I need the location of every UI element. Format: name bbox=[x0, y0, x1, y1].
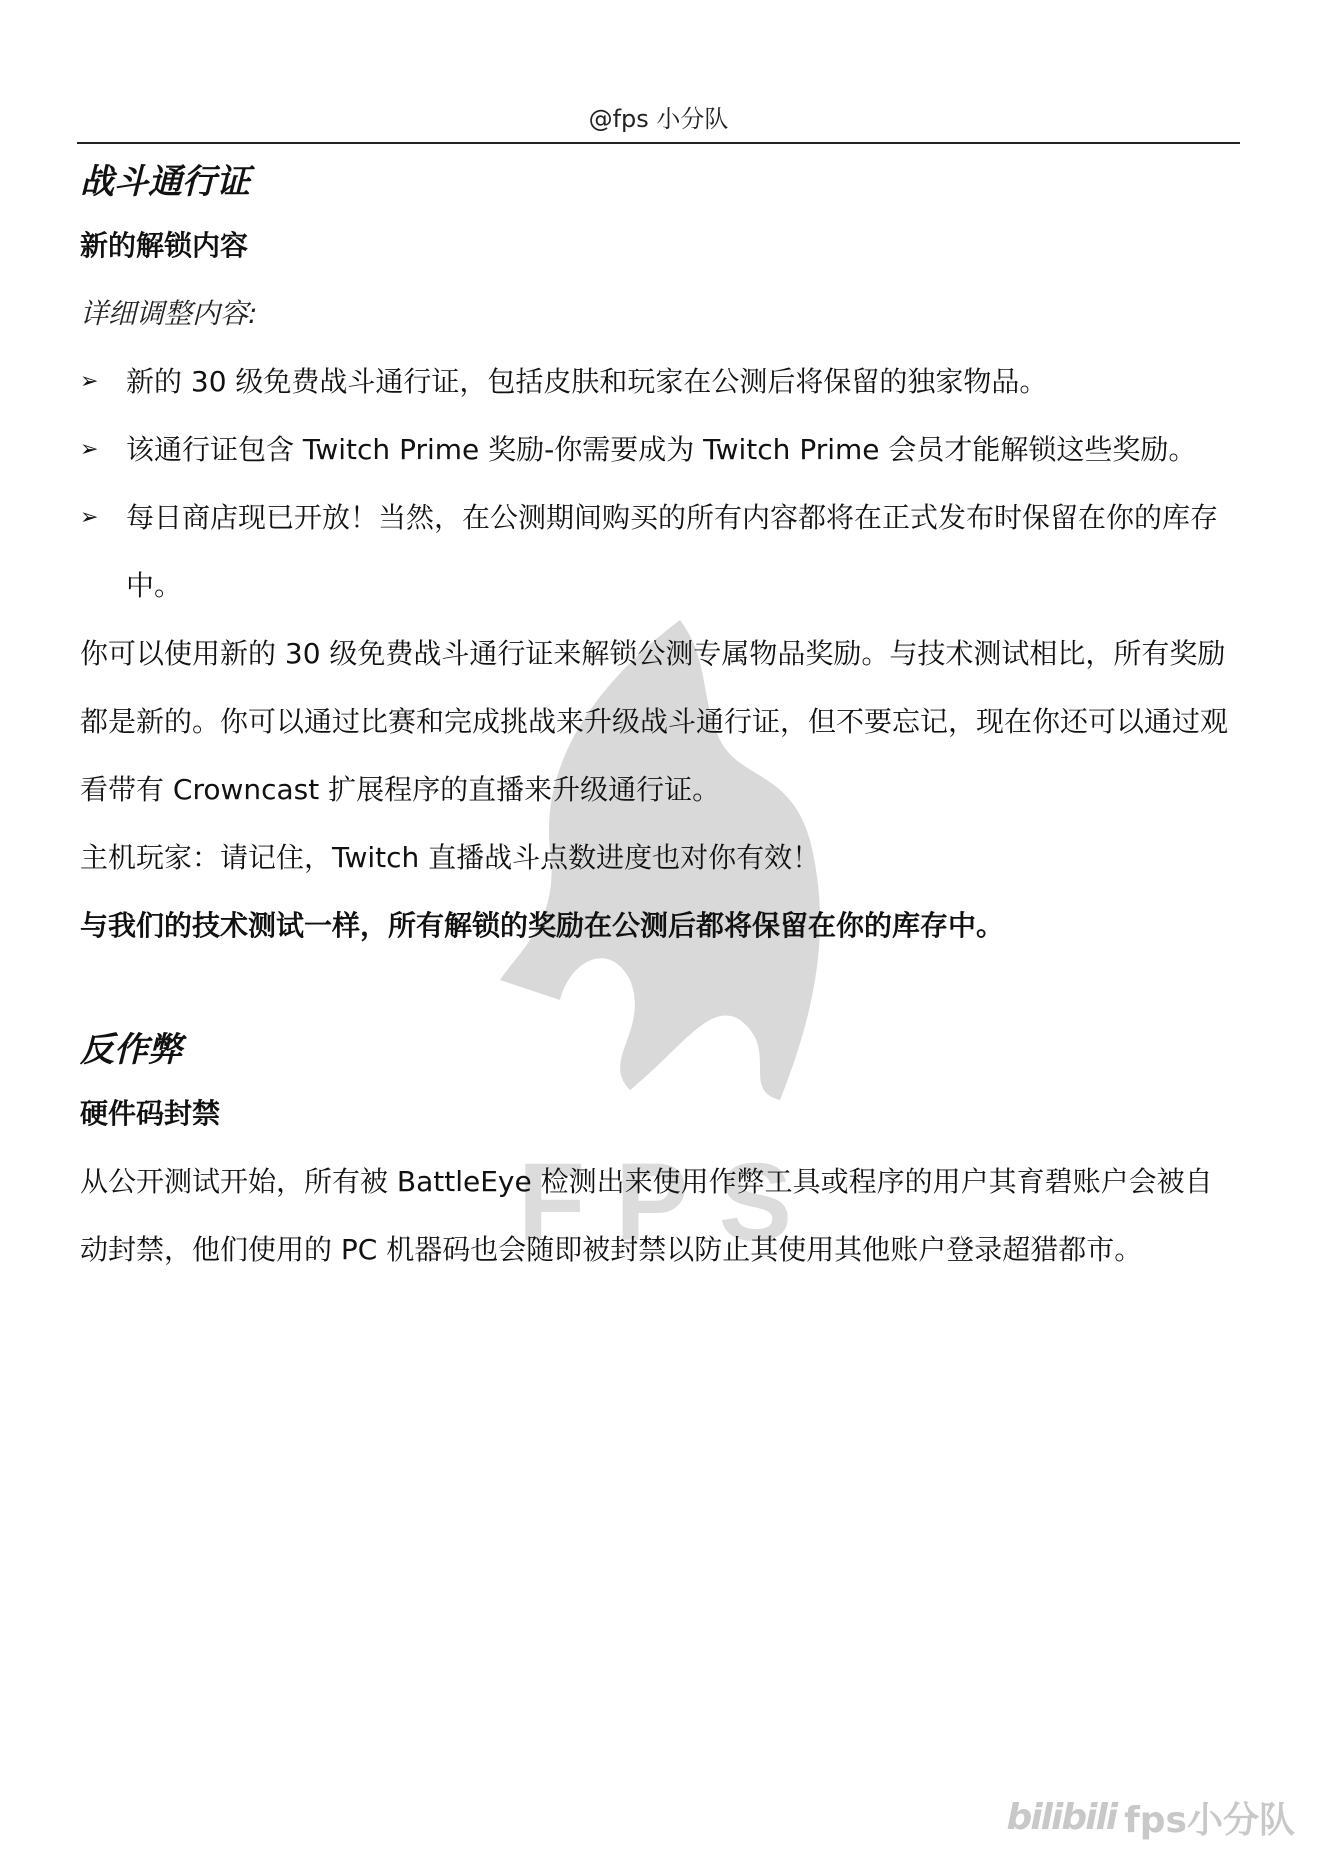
footer-watermark bbox=[1007, 1792, 1295, 1843]
list-item bbox=[80, 348, 1240, 416]
document-body bbox=[80, 152, 1240, 1284]
arrow-bullet-icon: ➢ bbox=[80, 505, 99, 530]
subsection-title-new-unlocks: 新的解锁内容 bbox=[80, 229, 249, 262]
list-item bbox=[80, 484, 1240, 620]
bullet-text: 该通行证包含 Twitch Prime 奖励-你需要成为 Twitch Prime 会员才能解锁这些奖励。 bbox=[126, 433, 1197, 466]
subsection-title-hardware-ban: 硬件码封禁 bbox=[80, 1097, 221, 1130]
arrow-bullet-icon: ➢ bbox=[80, 369, 99, 394]
watermark-text: FPS bbox=[518, 1141, 822, 1260]
paragraph-bold: 与我们的技术测试一样，所有解锁的奖励在公测后都将保留在你的库存中。 bbox=[80, 909, 1005, 942]
arrow-bullet-icon: ➢ bbox=[80, 437, 99, 462]
bilibili-logo: bilibili bbox=[1006, 1797, 1117, 1838]
section-title-battle-pass: 战斗通行证 bbox=[80, 162, 250, 202]
footer-text: fps小分队 bbox=[1124, 1800, 1295, 1841]
section-title-anti-cheat: 反作弊 bbox=[80, 1030, 182, 1070]
header-text: @fps 小分队 bbox=[588, 105, 729, 133]
bullet-text: 每日商店现已开放！当然，在公测期间购买的所有内容都将在正式发布时保留在你的库存中。 bbox=[126, 501, 1219, 602]
spacer bbox=[80, 960, 1240, 1020]
paragraph: 你可以使用新的 30 级免费战斗通行证来解锁公测专属物品奖励。与技术测试相比，所有奖励都是新的。你可以通过比赛和完成挑战来升级战斗通行证，但不要忘记，现在你还可以通过观看带有 Crowncast 扩展程序的直播来升级通行证。 bbox=[80, 637, 1229, 806]
paragraph: 主机玩家：请记住，Twitch 直播战斗点数进度也对你有效！ bbox=[80, 841, 821, 874]
bullet-text: 新的 30 级免费战斗通行证，包括皮肤和玩家在公测后将保留的独家物品。 bbox=[126, 365, 1048, 398]
list-item bbox=[80, 416, 1240, 484]
paragraph: 从公开测试开始，所有被 BattleEye 检测出来使用作弊工具或程序的用户其育碧账户会被自动封禁，他们使用的 PC 机器码也会随即被封禁以防止其使用其他账户登录超猎都市。 bbox=[80, 1165, 1213, 1266]
page-header bbox=[77, 104, 1240, 144]
detail-label: 详细调整内容: bbox=[80, 297, 258, 330]
bullet-list bbox=[80, 348, 1240, 620]
